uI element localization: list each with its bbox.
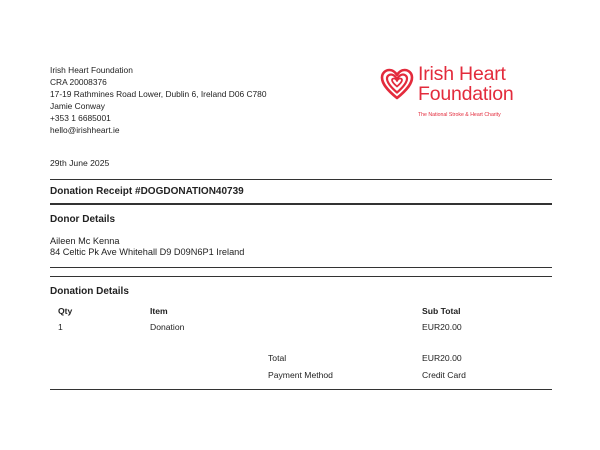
organization-details: [50, 64, 266, 136]
divider: [50, 179, 552, 180]
row-item: Donation: [150, 322, 185, 332]
logo-tagline: The National Stroke & Heart Charity: [418, 112, 501, 118]
donor-details: [50, 236, 244, 258]
organization-cra: CRA 20008376: [50, 77, 107, 87]
column-header-item: Item: [150, 306, 168, 316]
organization-email[interactable]: hello@irishheart.ie: [50, 125, 120, 135]
divider: [50, 276, 552, 277]
receipt-date: 29th June 2025: [50, 158, 110, 168]
organization-address: 17-19 Rathmines Road Lower, Dublin 6, Ireland D06 C780: [50, 89, 267, 99]
donor-details-heading: Donor Details: [50, 214, 116, 225]
divider: [50, 267, 552, 268]
donation-details-heading: Donation Details: [50, 286, 129, 297]
heart-icon: [380, 68, 414, 100]
total-value: EUR20.00: [422, 353, 462, 363]
organization-contact: Jamie Conway: [50, 101, 105, 111]
logo-line-1: Irish Heart: [418, 63, 506, 85]
organization-phone: +353 1 6685001: [50, 113, 111, 123]
column-header-qty: Qty: [58, 306, 73, 316]
logo-line-2: Foundation: [418, 83, 514, 105]
organization-name: Irish Heart Foundation: [50, 65, 133, 75]
donor-name: Aileen Mc Kenna: [50, 236, 120, 246]
receipt-title: Donation Receipt #DOGDONATION40739: [50, 186, 244, 197]
irish-heart-foundation-logo: [380, 63, 530, 126]
payment-method-label: Payment Method: [268, 370, 333, 380]
divider: [50, 389, 552, 390]
row-subtotal: EUR20.00: [422, 322, 462, 332]
total-label: Total: [268, 353, 287, 363]
payment-method-value: Credit Card: [422, 370, 466, 380]
divider: [50, 203, 552, 205]
column-header-subtotal: Sub Total: [422, 306, 461, 316]
row-qty: 1: [58, 322, 63, 332]
donor-address: 84 Celtic Pk Ave Whitehall D9 D09N6P1 Ireland: [50, 247, 245, 257]
logo-wordmark: [418, 64, 514, 104]
